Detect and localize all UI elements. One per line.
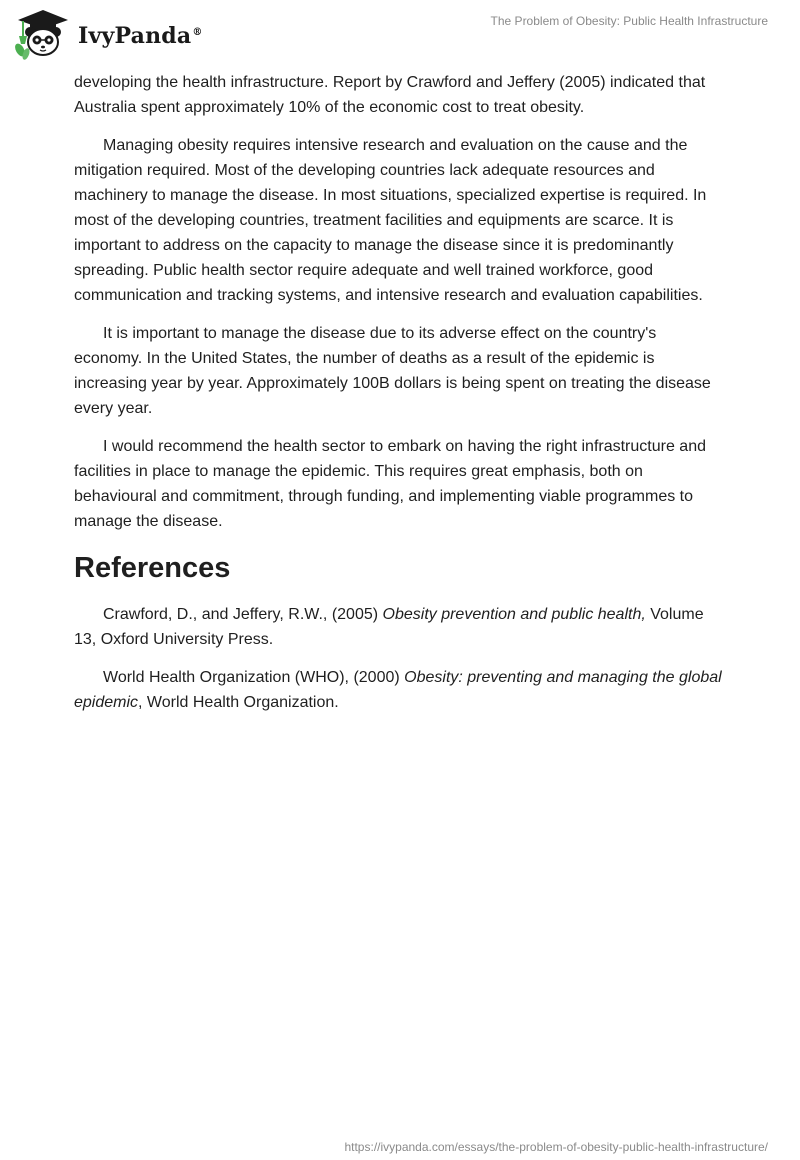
document-title: The Problem of Obesity: Public Health Infrastructure [490,14,768,28]
reference-title: Obesity prevention and public health, [382,606,646,623]
panda-graduate-icon [14,8,72,60]
paragraph: developing the health infrastructure. Report by Crawford and Jeffery (2005) indicated that Australia spent approximately 10% of the economic cost to treat obesity. [74,74,706,116]
page-header [0,0,800,70]
references-heading: References [74,552,231,584]
source-url-link[interactable]: https://ivypanda.com/essays/the-problem-of-obesity-public-health-infrastructure/ [344,1140,768,1154]
paragraph: Managing obesity requires intensive research and evaluation on the cause and the mitigation required. Most of the developing countries lack adequate resources and machinery to manage the disease. In most situations, specialized expertise is required. In most of the developing countries, treatment facilities and equipments are scarce. It is important to address on the capacity to manage the disease since it is predominantly spreading. Public health sector require adequate and well trained workforce, good communication and tracking systems, and intensive research and evaluation capabilities. [74,137,707,304]
paragraph: It is important to manage the disease due to its adverse effect on the country's economy. In the United States, the number of deaths as a result of the epidemic is increasing year by year. Approximately 100B dollars is being spent on treating the disease every year. [74,325,711,417]
paragraph: I would recommend the health sector to embark on having the right infrastructure and facilities in place to manage the epidemic. This requires great emphasis, both on behavioural and commitment, through funding, and implementing viable programmes to manage the disease. [74,438,706,530]
reference-item: World Health Organization (WHO), (2000) Obesity: preventing and managing the global epidemic, World Health Organization. [74,669,722,711]
ivypanda-logo[interactable] [14,8,203,60]
reference-item: Crawford, D., and Jeffery, R.W., (2005) Obesity prevention and public health, Volume 13, Oxford University Press. [74,606,704,648]
essay-body [74,70,724,728]
reference-title: Obesity: preventing and managing the global epidemic [74,669,722,711]
brand-name: IvyPanda® [78,23,203,49]
